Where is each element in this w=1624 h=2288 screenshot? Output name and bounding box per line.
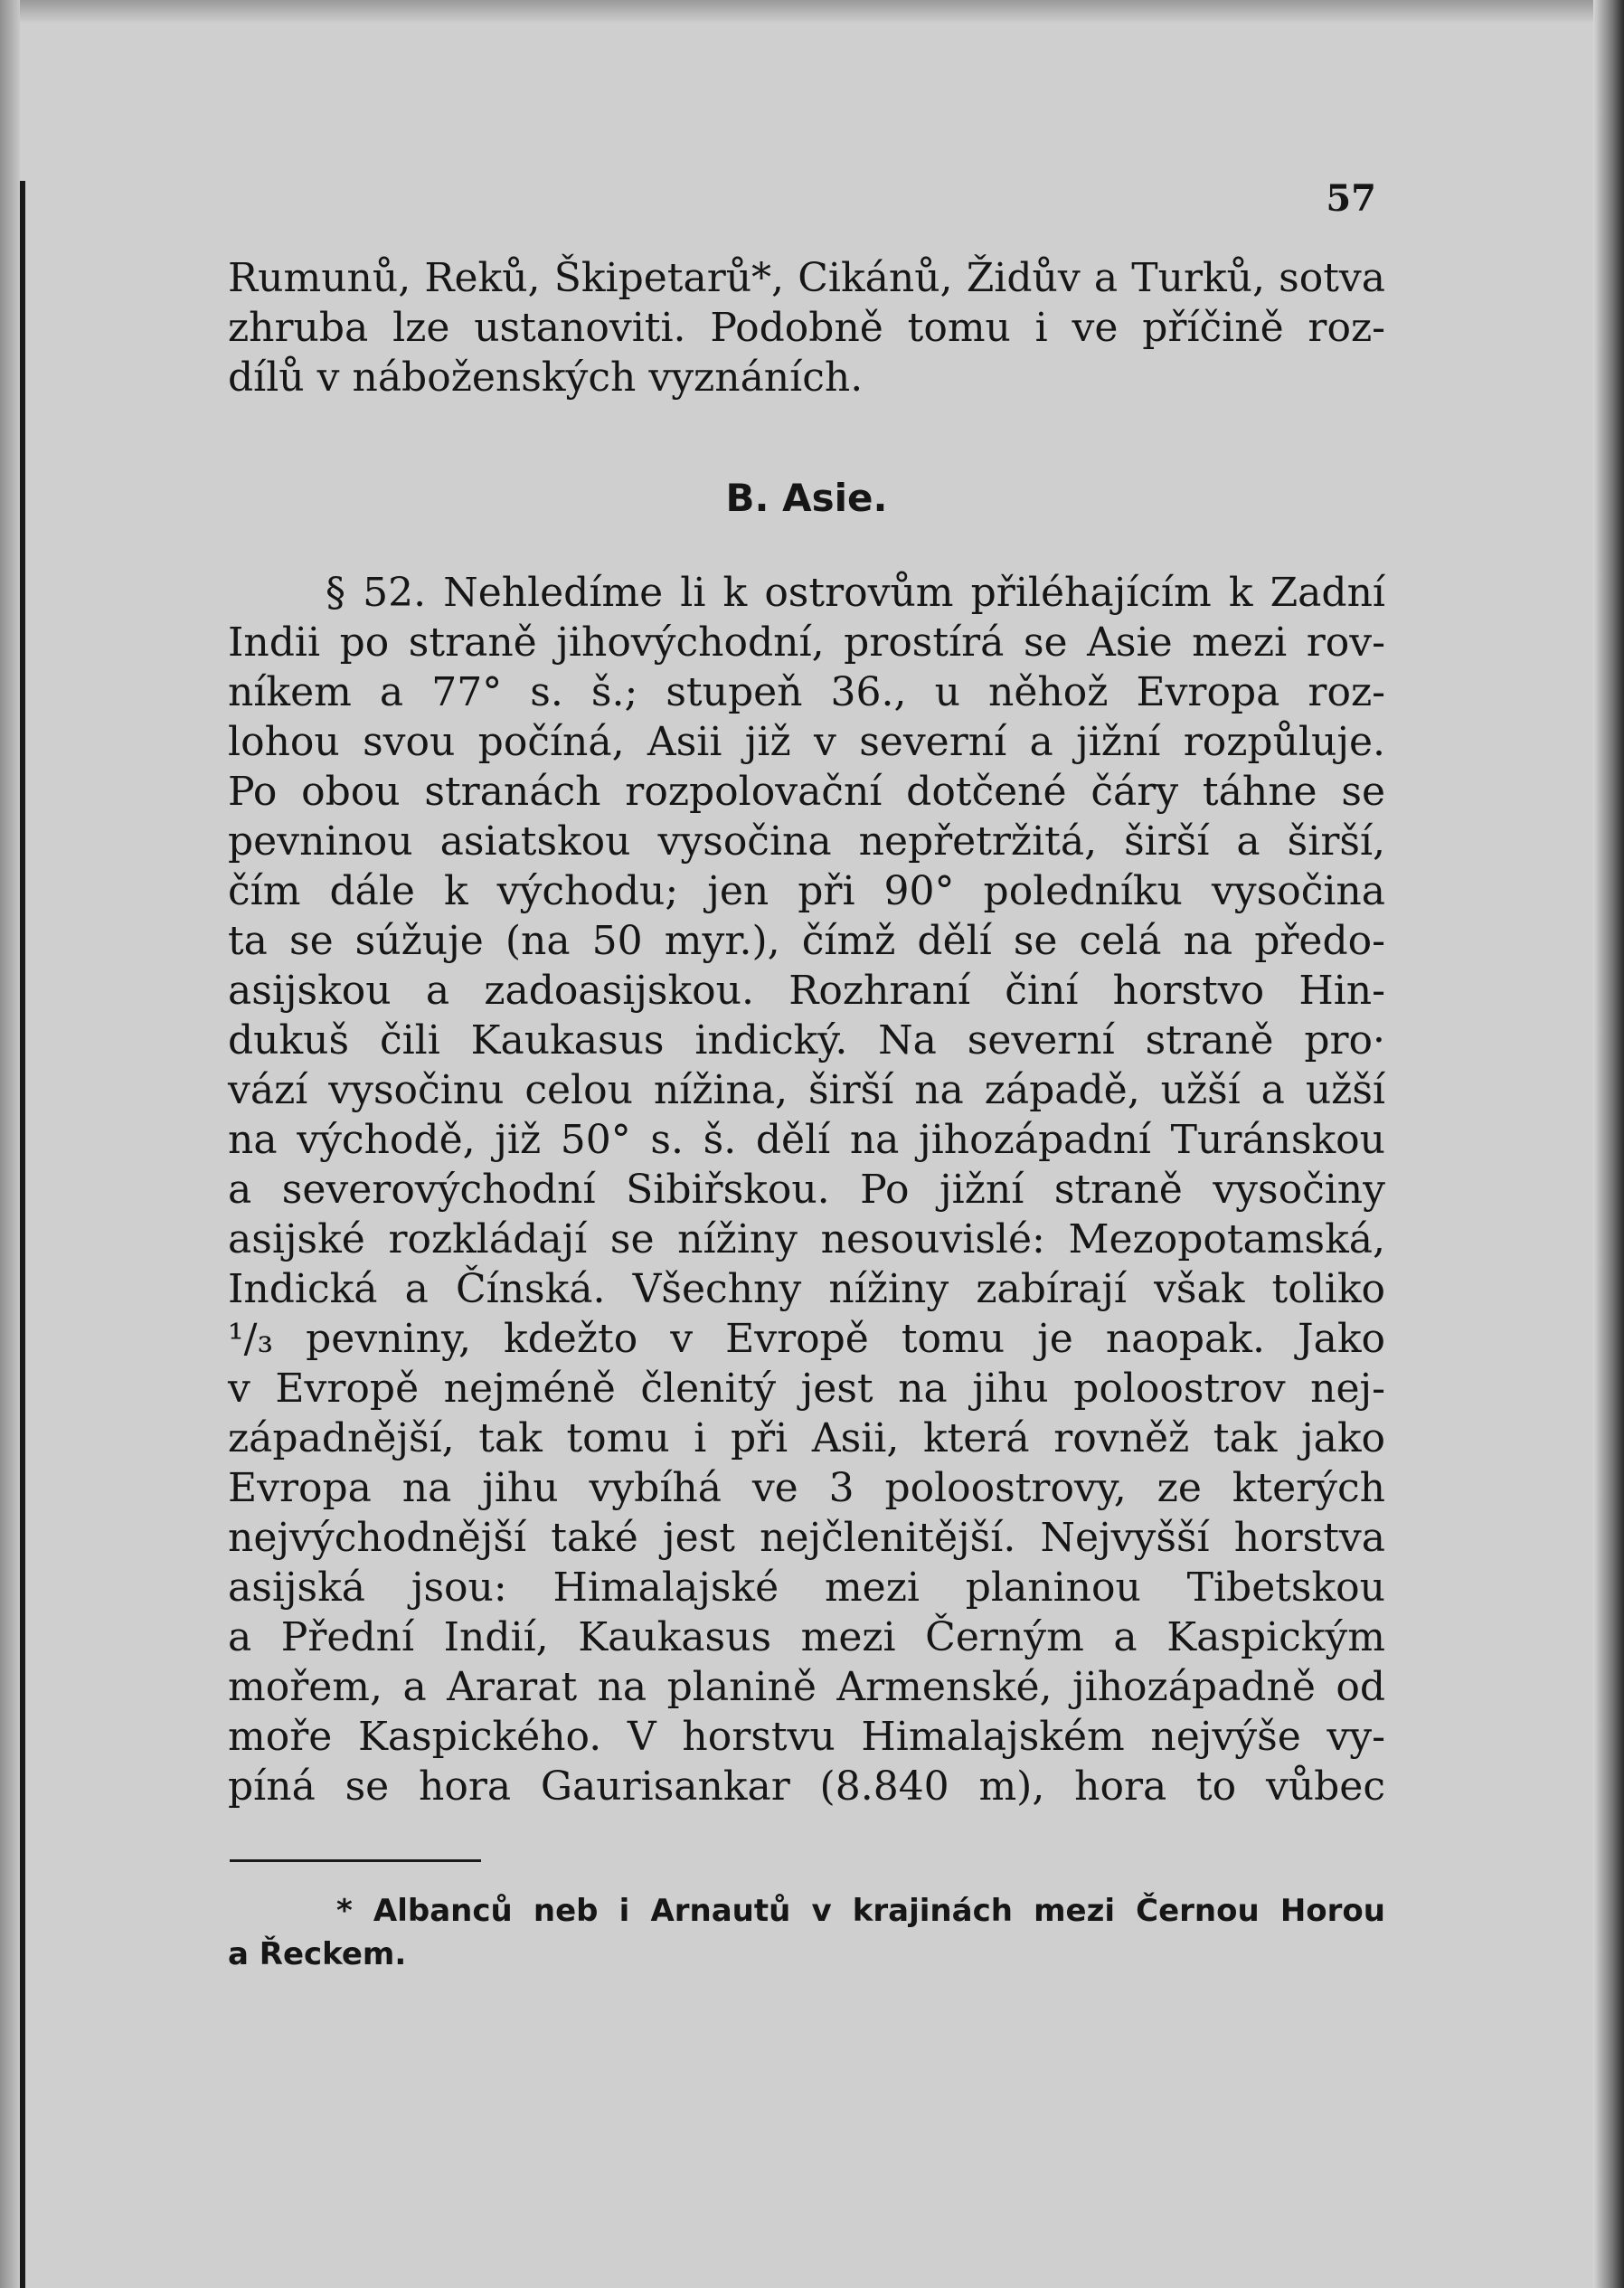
text-line: lohou svou počíná, Asii již v severní a jižní rozpůluje. (228, 719, 1385, 765)
footnote-line: * Albanců neb i Arnautů v krajinách mezi Černou Horou (336, 1893, 1385, 1929)
text-line: v Evropě nejméně členitý jest na jihu poloostrov nej- (228, 1366, 1385, 1412)
binding-shadow (20, 181, 25, 2288)
text-line: dílů v náboženských vyznáních. (228, 355, 864, 401)
text-line: na východě, již 50° s. š. dělí na jihozápadní Turánskou (228, 1117, 1385, 1163)
text-line: Po obou stranách rozpolovační dotčené čáry táhne se (228, 769, 1385, 815)
text-line: Rumunů, Reků, Škipetarů*, Cikánů, Židův a Turků, sotva (228, 255, 1385, 301)
text-line: zhruba lze ustanoviti. Podobně tomu i ve příčině roz- (228, 305, 1385, 351)
text-line: mořem, a Ararat na planině Armenské, jihozápadně od (228, 1664, 1385, 1710)
text-line: vází vysočinu celou nížina, širší na západě, užší a užší (228, 1067, 1385, 1113)
paragraph-first-line: § 52. Nehledíme li k ostrovům přiléhajícím k Zadní (326, 570, 1385, 616)
text-line: pevninou asiatskou vysočina nepřetržitá, širší a širší, (228, 818, 1385, 865)
text-line: čím dále k východu; jen při 90° poledníku vysočina (228, 868, 1385, 914)
text-line: Indii po straně jihovýchodní, prostírá se Asie mezi rov- (228, 619, 1385, 666)
text-line: Evropa na jihu vybíhá ve 3 poloostrovy, ze kterých (228, 1465, 1385, 1511)
text-line: píná se hora Gaurisankar (8.840 m), hora to vůbec (228, 1763, 1385, 1810)
text-line: dukuš čili Kaukasus indický. Na severní straně pro· (228, 1017, 1385, 1064)
text-line: Indická a Čínská. Všechny nížiny zabírají však toliko (228, 1266, 1385, 1312)
footnote-line: a Řeckem. (228, 1936, 407, 1972)
book-page (228, 0, 1385, 2288)
scan-edge-left (0, 0, 20, 2288)
scan-edge-right (1593, 0, 1624, 2288)
text-line: asijská jsou: Himalajské mezi planinou Tibetskou (228, 1565, 1385, 1611)
text-line: a Přední Indií, Kaukasus mezi Černým a Kaspickým (228, 1614, 1385, 1660)
text-line: nejvýchodnější také jest nejčlenitější. Nejvyšší horstva (228, 1515, 1385, 1561)
text-line: níkem a 77° s. š.; stupeň 36., u něhož Evropa roz- (228, 669, 1385, 715)
text-line: asijské rozkládají se nížiny nesouvislé: Mezopotamská, (228, 1216, 1385, 1262)
text-line: a severovýchodní Sibiřskou. Po jižní straně vysočiny (228, 1167, 1385, 1213)
text-line: západnější, tak tomu i při Asii, která rovněž tak jako (228, 1415, 1385, 1461)
text-line: ta se súžuje (na 50 myr.), čímž dělí se celá na předo- (228, 918, 1385, 964)
section-heading: B. Asie. (725, 476, 888, 520)
text-line: moře Kaspického. V horstvu Himalajském nejvýše vy- (228, 1714, 1385, 1760)
text-line: asijskou a zadoasijskou. Rozhraní činí horstvo Hin- (228, 968, 1385, 1014)
page-number: 57 (1326, 177, 1376, 220)
text-line: ¹/₃ pevniny, kdežto v Evropě tomu je naopak. Jako (228, 1316, 1385, 1362)
footnote-divider (230, 1859, 481, 1862)
